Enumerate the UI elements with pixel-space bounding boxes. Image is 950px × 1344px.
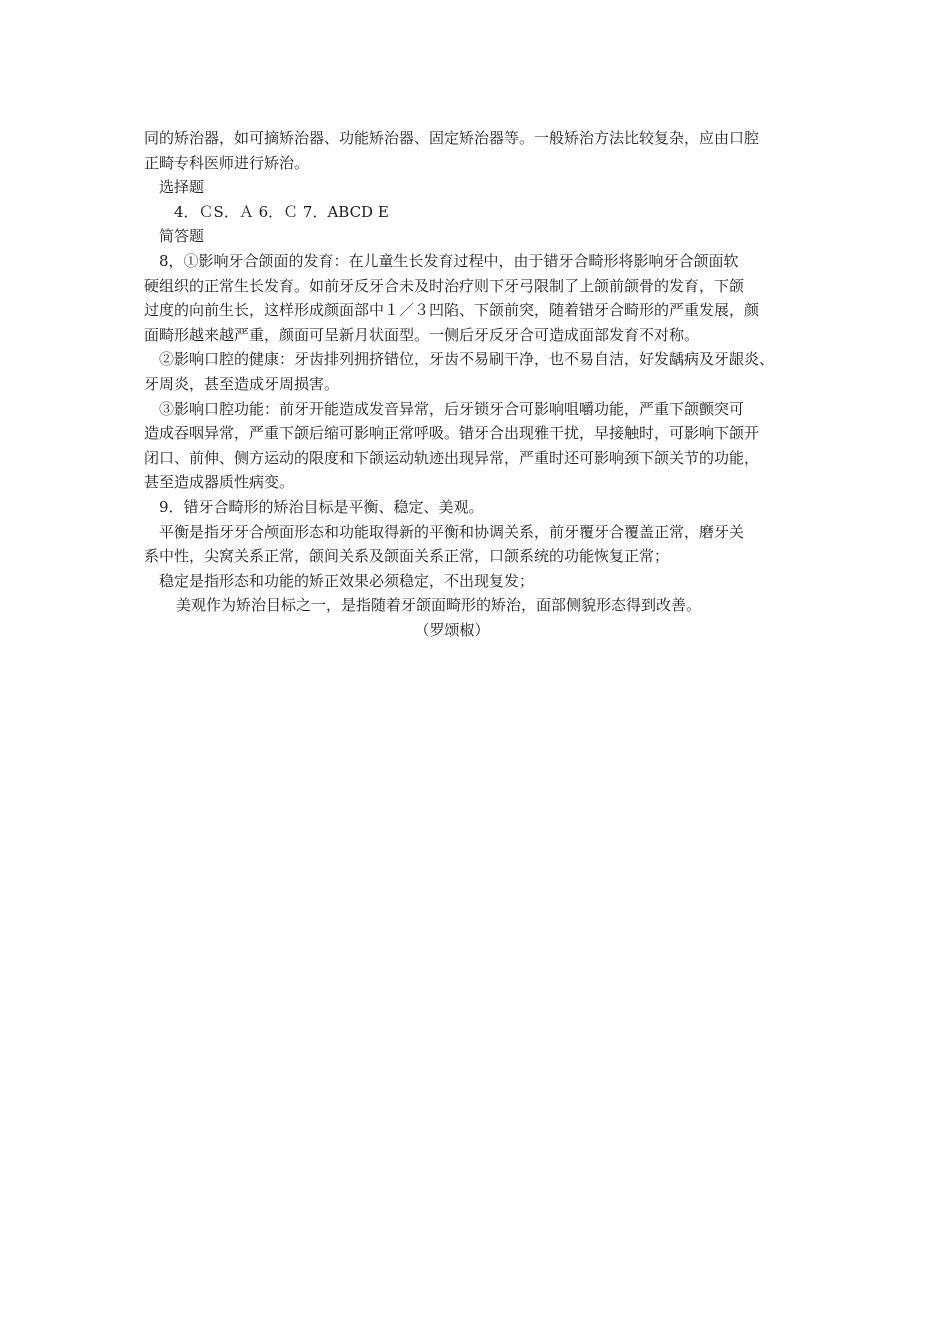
- paragraph-line: 过度的向前生长，这样形成颜面部中１／３凹陷、下颌前突，随着错牙合畸形的严重发展，颜: [144, 301, 760, 320]
- paragraph-line: 甚至造成器质性病变。: [144, 473, 295, 492]
- section-heading-short-answer: 简答题: [159, 227, 205, 246]
- paragraph-line: ③影响口腔功能：前牙开能造成发音异常，后牙锁牙合可影响咀嚼功能，严重下颌颤突可: [159, 399, 745, 418]
- paragraph-line: 稳定是指形态和功能的矫正效果必须稳定，不出现复发；: [159, 571, 535, 590]
- paragraph-line: 9．错牙合畸形的矫治目标是平衡、稳定、美观。: [159, 497, 484, 516]
- paragraph-line: 牙周炎，甚至造成牙周损害。: [144, 374, 340, 393]
- paragraph-line: 硬组织的正常生长发育。如前牙反牙合未及时治疗则下牙弓限制了上颌前颌骨的发育，下颌: [144, 276, 745, 295]
- paragraph-line: 正畸专科医师进行矫治。: [144, 153, 310, 172]
- paragraph-line: 闭口、前伸、侧方运动的限度和下颌运动轨迹出现异常，严重时还可影响颈下颌关节的功能，: [144, 448, 760, 467]
- answer-line: 4．ＣS．Ａ 6．Ｃ 7．ABCD E: [174, 202, 389, 221]
- paragraph-line: 平衡是指牙牙合颅面形态和功能取得新的平衡和协调关系，前牙覆牙合覆盖正常，磨牙关: [159, 522, 745, 541]
- section-heading-choice: 选择题: [159, 178, 205, 197]
- paragraph-line: ②影响口腔的健康：牙齿排列拥挤错位，牙齿不易刷干净，也不易自洁，好发龋病及牙龈炎、: [159, 350, 775, 369]
- paragraph-line: 系中性，尖窝关系正常，颌间关系及颌面关系正常，口颌系统的功能恢复正常；: [144, 547, 670, 566]
- paragraph-line: 8，①影响牙合颌面的发育：在儿童生长发育过程中，由于错牙合畸形将影响牙合颌面软: [159, 251, 739, 270]
- author-name: （罗颂椒）: [414, 620, 490, 639]
- document-body: [144, 126, 814, 642]
- paragraph-line: 同的矫治器，如可摘矫治器、功能矫治器、固定矫治器等。一般矫治方法比较复杂，应由口腔: [144, 129, 760, 147]
- paragraph-line: 造成吞咽异常，严重下颌后缩可影响正常呼吸。错牙合出现雅干扰，早接触时，可影响下颌开: [144, 424, 760, 443]
- paragraph-line: 美观作为矫治目标之一，是指随着牙颌面畸形的矫治，面部侧貌形态得到改善。: [176, 596, 702, 615]
- paragraph-line: 面畸形越来越严重，颜面可呈新月状面型。一侧后牙反牙合可造成面部发育不对称。: [144, 325, 700, 344]
